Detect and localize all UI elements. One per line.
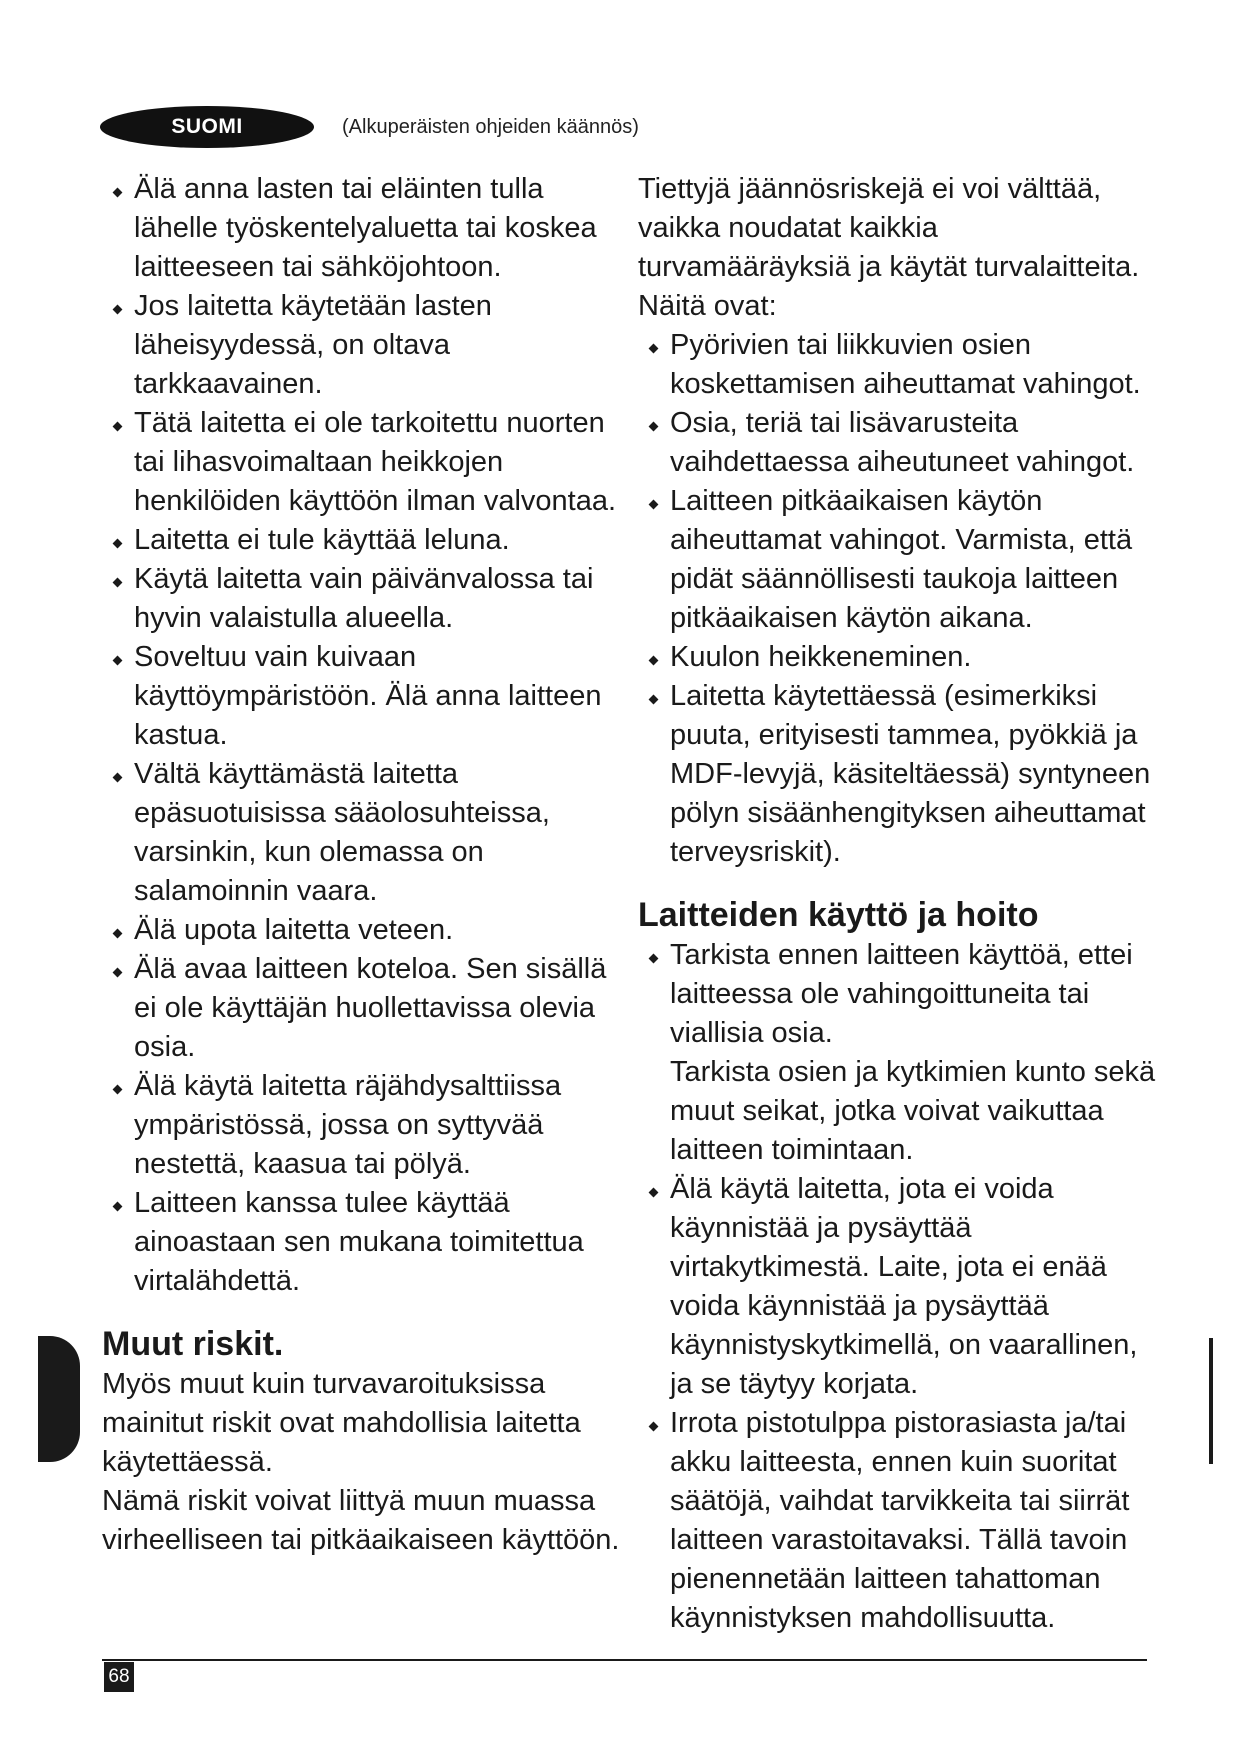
list-item: Älä upota laitetta veteen. [102,911,622,950]
list-item: Tätä laitetta ei ole tarkoitettu nuorten tai lihasvoimaltaan heikkojen henkilöiden käyttöön ilman valvontaa. [102,404,622,521]
right-column [638,170,1158,1638]
left-column [102,170,622,1560]
list-item: Älä avaa laitteen koteloa. Sen sisällä ei ole käyttäjän huollettavissa olevia osia. [102,950,622,1067]
page-number: 68 [104,1662,134,1692]
list-item: Älä anna lasten tai eläinten tulla lähelle työskentelyaluetta tai koskea laitteeseen tai sähköjohtoon. [102,170,622,287]
list-item: Pyörivien tai liikkuvien osien koskettamisen aiheuttamat vahingot. [638,326,1158,404]
other-risks-heading: Muut riskit. [102,1325,284,1363]
list-item: Vältä käyttämästä laitetta epäsuotuisissa sääolosuhteissa, varsinkin, kun olemassa on salamoinnin vaara. [102,755,622,911]
list-item: Kuulon heikkeneminen. [638,638,1158,677]
list-item: Osia, teriä tai lisävarusteita vaihdettaessa aiheutuneet vahingot. [638,404,1158,482]
other-risks-paragraph: Nämä riskit voivat liittyä muun muassa virheelliseen tai pitkäaikaiseen käyttöön. [102,1485,620,1556]
list-item: Älä käytä laitetta, jota ei voida käynnistää ja pysäyttää virtakytkimestä. Laite, jota ei enää voida käynnistää ja pysäyttää käynnistyskytkimellä, on vaarallinen, ja se täytyy korjata. [638,1170,1158,1404]
safety-bullet-list [102,170,622,1301]
language-badge: SUOMI [100,106,314,148]
residual-risk-intro: Tiettyjä jäännösriskejä ei voi välttää, vaikka noudatat kaikkia turvamääräyksiä ja käytät turvalaitteita. [638,173,1140,283]
risk-bullet-list [638,326,1158,872]
residual-risk-intro: Näitä ovat: [638,290,777,322]
margin-bar [1209,1338,1213,1464]
care-bullet-list [638,936,1158,1638]
footer-rule [102,1659,1147,1661]
list-item [638,936,1158,1170]
care-heading: Laitteiden käyttö ja hoito [638,896,1039,934]
section-tab-marker [38,1336,80,1462]
list-item: Irrota pistotulppa pistorasiasta ja/tai akku laitteesta, ennen kuin suoritat säätöjä, vaihdat tarvikkeita tai siirrät laitteen varastoitavaksi. Tällä tavoin pienennetään laitteen tahattoman käynnistyksen mahdollisuutta. [638,1404,1158,1638]
other-risks-paragraph: Myös muut kuin turvavaroituksissa mainitut riskit ovat mahdollisia laitetta käytettäessä. [102,1368,581,1478]
list-item: Laitetta käytettäessä (esimerkiksi puuta, erityisesti tammea, pyökkiä ja MDF-levyjä, käsiteltäessä) syntyneen pölyn sisäänhengityksen aiheuttamat terveysriskit). [638,677,1158,872]
list-item-text: Tarkista ennen laitteen käyttöä, ettei laitteessa ole vahingoittuneita tai viallisia osia. [670,939,1133,1049]
list-item: Laitteen kanssa tulee käyttää ainoastaan sen mukana toimitettua virtalähdettä. [102,1184,622,1301]
list-item: Soveltuu vain kuivaan käyttöympäristöön. Älä anna laitteen kastua. [102,638,622,755]
translation-note: (Alkuperäisten ohjeiden käännös) [342,116,639,138]
list-item: Älä käytä laitetta räjähdysalttiissa ympäristössä, jossa on syttyvää nestettä, kaasua tai pölyä. [102,1067,622,1184]
list-item: Laitteen pitkäaikaisen käytön aiheuttamat vahingot. Varmista, että pidät säännöllisesti taukoja laitteen pitkäaikaisen käytön aikana. [638,482,1158,638]
list-item: Jos laitetta käytetään lasten läheisyydessä, on oltava tarkkaavainen. [102,287,622,404]
list-item: Käytä laitetta vain päivänvalossa tai hyvin valaistulla alueella. [102,560,622,638]
list-item-continuation: Tarkista osien ja kytkimien kunto sekä muut seikat, jotka voivat vaikuttaa laitteen toimintaan. [670,1056,1156,1166]
list-item: Laitetta ei tule käyttää leluna. [102,521,622,560]
